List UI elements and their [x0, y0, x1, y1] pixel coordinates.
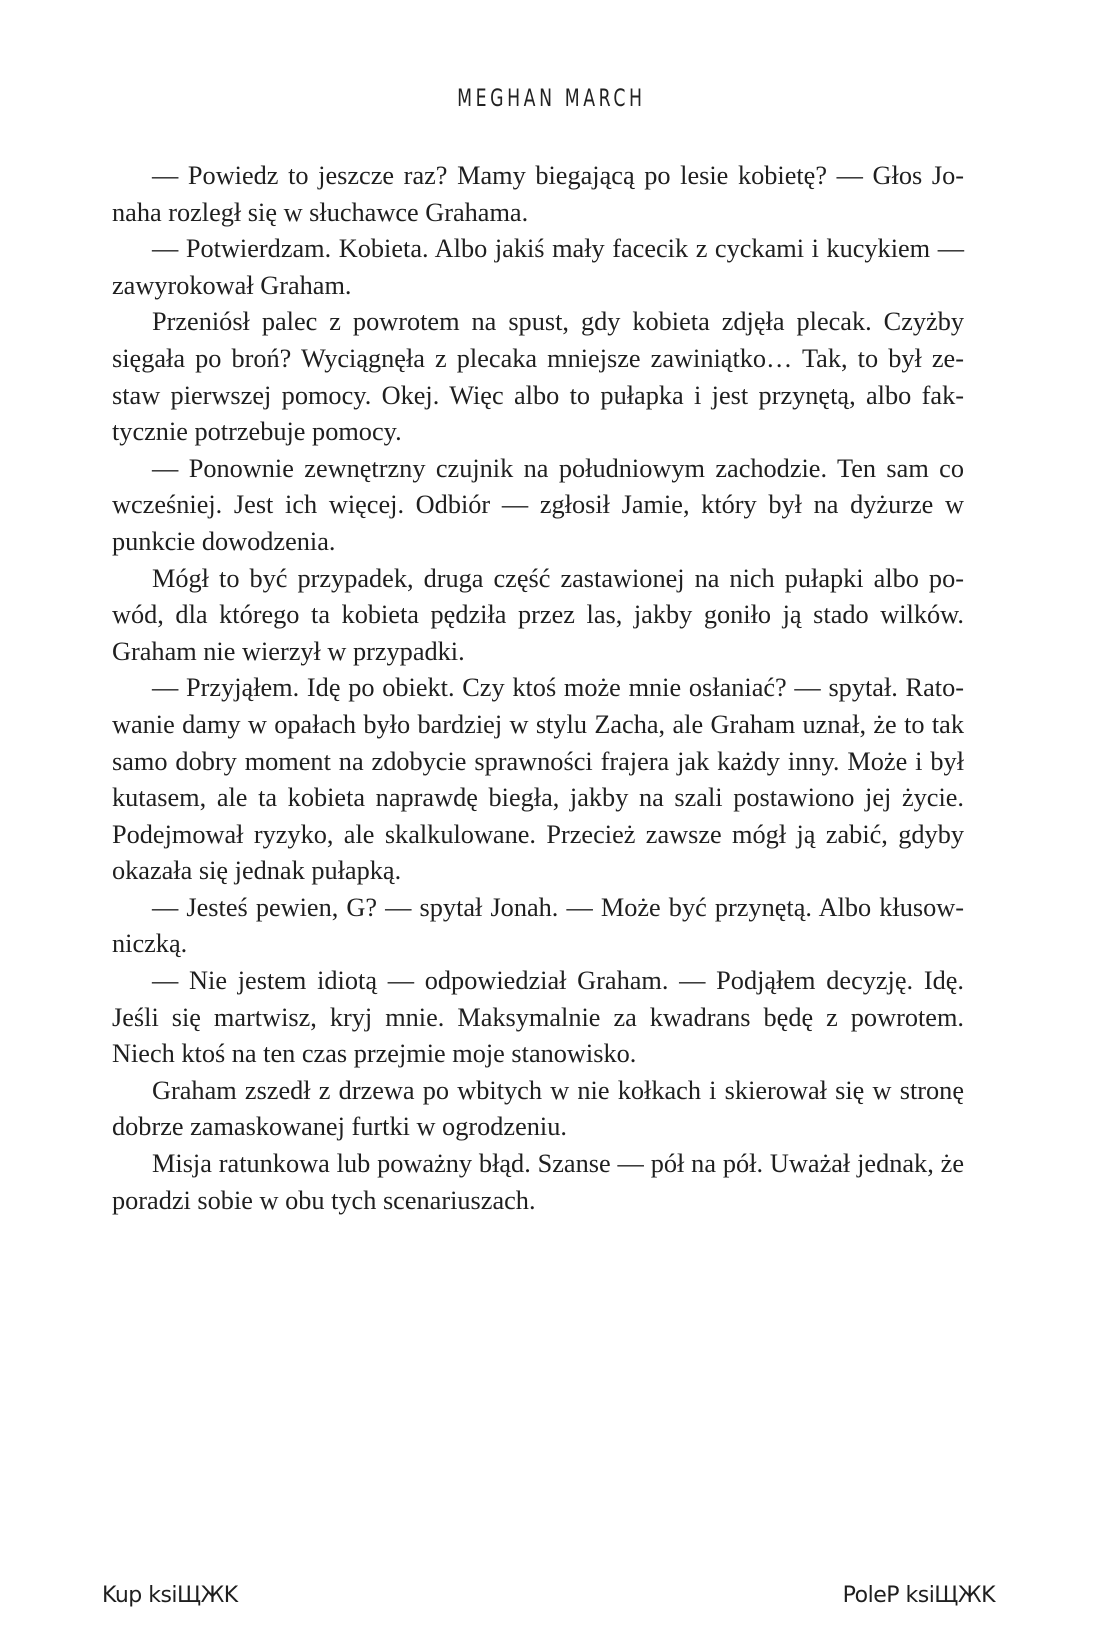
paragraph: — Powiedz to jeszcze raz? Mamy biegającą po lesie kobietę? — Głos Jonaha rozległ się w słuchawce Grahama.	[112, 161, 964, 227]
paragraph: Graham zszedł z drzewa po wbitych w nie kołkach i skierował się w stronę dobrze zamaskowanej furtki w ogrodzeniu.	[112, 1075, 964, 1142]
paragraph: Przeniósł palec z powrotem na spust, gdy kobieta zdjęła plecak. Czyżby sięgała po broń? Wyciągnęła z plecaka mniejsze zawiniątko… Tak, to był zestaw pierwszej pomocy. Okej. Więc albo to pułapka i jest przynętą, albo faktycznie potrzebuje pomocy.	[112, 307, 964, 447]
paragraph: — Przyjąłem. Idę po obiekt. Czy ktoś może mnie osłaniać? — spytał. Ratowanie damy w opałach było bardziej w stylu Zacha, ale Graham uznał, że to tak samo dobry moment na zdobycie sprawności frajera jak każdy inny. Może i był kutasem, ale ta kobieta naprawdę biegła, jakby na szali postawiono jej życie. Podejmował ryzyko, ale skalkulowane. Przecież zawsze mógł ją zabić, gdyby okazała się jednak pułapką.	[112, 673, 964, 886]
body-text	[112, 158, 964, 1219]
paragraph: — Potwierdzam. Kobieta. Albo jakiś mały facecik z cyckami i kucykiem — zawyrokował Graham.	[112, 234, 964, 300]
paragraph: Mógł to być przypadek, druga część zastawionej na nich pułapki albo powód, dla którego ta kobieta pędziła przez las, jakby goniło ją stado wilków. Graham nie wierzył w przypadki.	[112, 563, 964, 666]
paragraph: — Ponownie zewnętrzny czujnik na południowym zachodzie. Ten sam co wcześniej. Jest ich więcej. Odbiór — zgłosił Jamie, który był na dyżurze w punkcie dowodzenia.	[112, 453, 964, 556]
running-header-author: MEGHAN MARCH	[457, 84, 646, 112]
paragraph: — Jesteś pewien, G? — spytał Jonah. — Może być przynętą. Albo kłusowniczką.	[112, 892, 964, 959]
paragraph: — Nie jestem idiotą — odpowiedział Graham. — Podjąłem decyzję. Idę. Jeśli się martwisz, kryj mnie. Maksymalnie za kwadrans będę z powrotem. Niech ktoś na ten czas przejmie moje stanowisko.	[112, 966, 964, 1069]
paragraph: Misja ratunkowa lub poważny błąd. Szanse — pół na pół. Uważał jednak, że poradzi sobie w obu tych scenariuszach.	[112, 1149, 964, 1215]
recommend-book-link[interactable]: PoleP ksiЩЖK	[842, 1583, 995, 1608]
buy-book-link[interactable]: Kup ksiЩЖK	[102, 1583, 238, 1608]
